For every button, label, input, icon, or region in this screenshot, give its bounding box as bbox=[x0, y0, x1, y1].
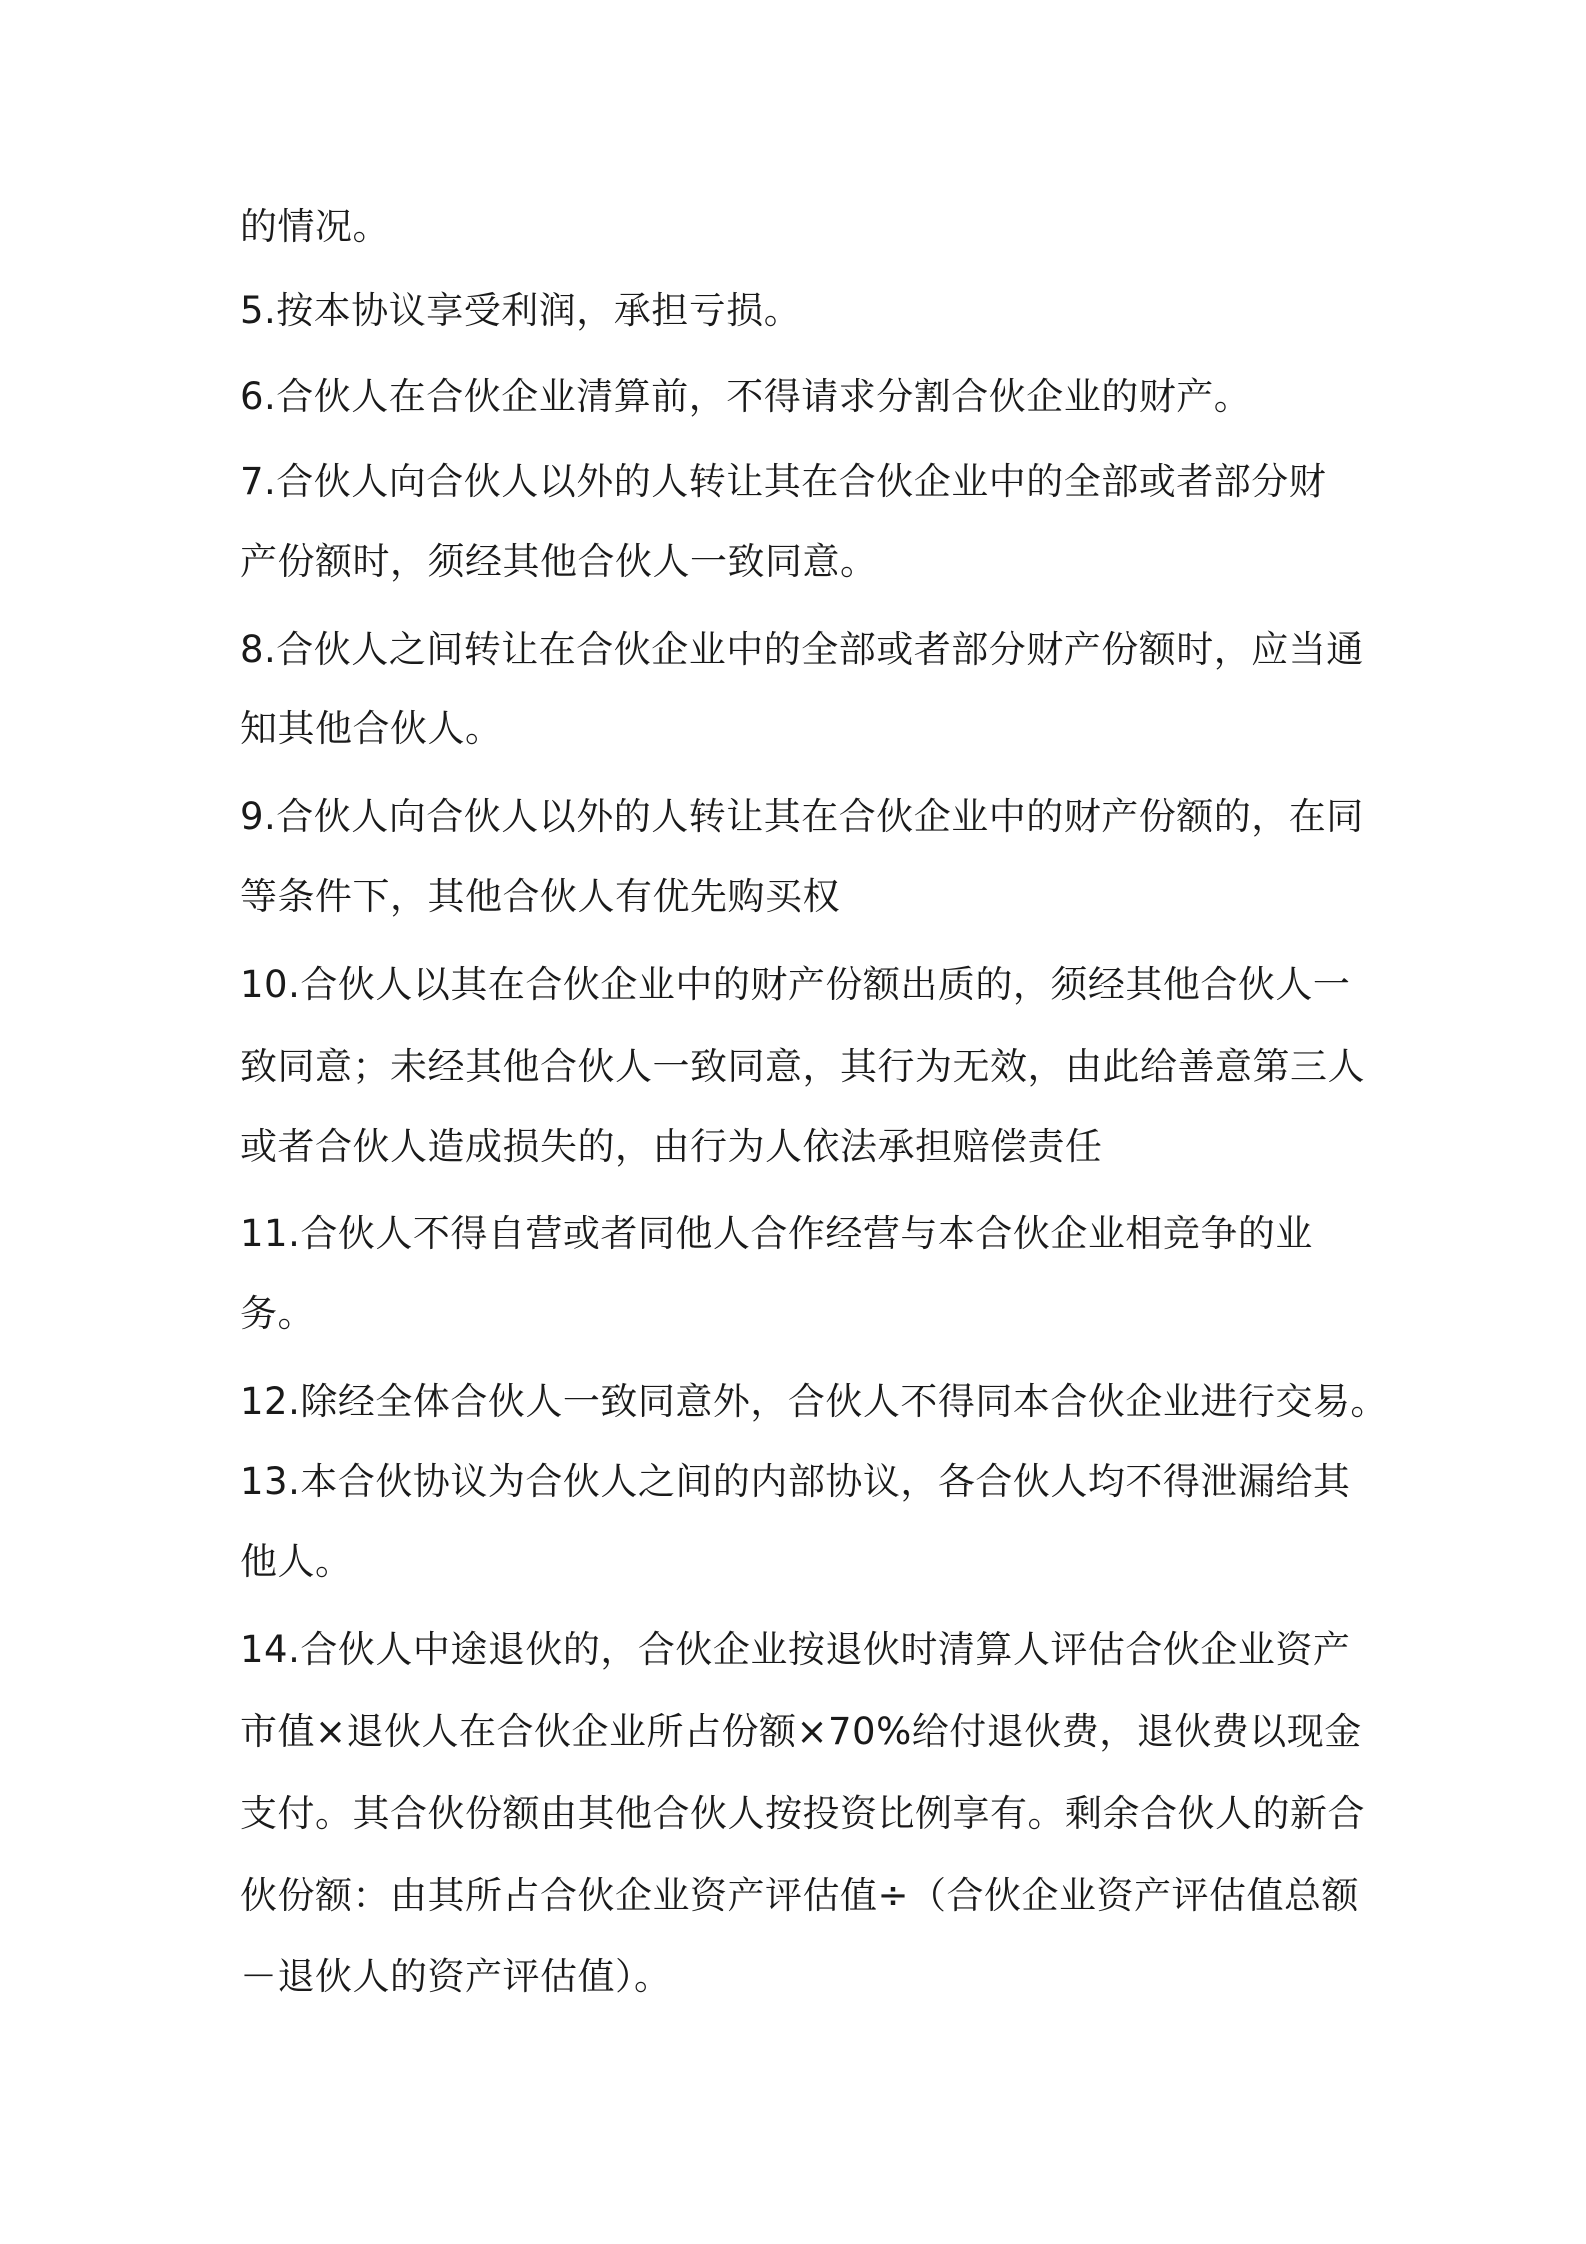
text-line: 产份额时，须经其他合伙人一致同意。 bbox=[240, 540, 878, 583]
text-line: 支付。其合伙份额由其他合伙人按投资比例享有。剩余合伙人的新合 bbox=[240, 1792, 1365, 1835]
text-line: 伙份额：由其所占合伙企业资产评估值÷（合伙企业资产评估值总额 bbox=[240, 1874, 1360, 1917]
text-line: 务。 bbox=[240, 1292, 315, 1335]
text-line: 14.合伙人中途退伙的，合伙企业按退伙时清算人评估合伙企业资产 bbox=[240, 1628, 1351, 1671]
text-line: 11.合伙人不得自营或者同他人合作经营与本合伙企业相竞争的业 bbox=[240, 1212, 1313, 1255]
text-line: 知其他合伙人。 bbox=[240, 707, 503, 750]
text-line: 等条件下，其他合伙人有优先购买权 bbox=[240, 875, 840, 918]
text-line: 5.按本协议享受利润，承担亏损。 bbox=[240, 289, 802, 332]
text-line: 市值×退伙人在合伙企业所占份额×70%给付退伙费，退伙费以现金 bbox=[240, 1710, 1362, 1753]
text-line: 7.合伙人向合伙人以外的人转让其在合伙企业中的全部或者部分财 bbox=[240, 460, 1327, 503]
text-line: 的情况。 bbox=[240, 205, 390, 248]
text-line: －退伙人的资产评估值）。 bbox=[240, 1955, 672, 1998]
text-line: 8.合伙人之间转让在合伙企业中的全部或者部分财产份额时，应当通 bbox=[240, 628, 1364, 671]
text-line: 6.合伙人在合伙企业清算前，不得请求分割合伙企业的财产。 bbox=[240, 375, 1252, 418]
text-line: 他人。 bbox=[240, 1540, 353, 1583]
text-line: 或者合伙人造成损失的，由行为人依法承担赔偿责任 bbox=[240, 1125, 1103, 1168]
text-line: 致同意；未经其他合伙人一致同意，其行为无效，由此给善意第三人 bbox=[240, 1045, 1365, 1088]
text-line: 10.合伙人以其在合伙企业中的财产份额出质的，须经其他合伙人一 bbox=[240, 963, 1351, 1006]
text-line: 9.合伙人向合伙人以外的人转让其在合伙企业中的财产份额的，在同 bbox=[240, 795, 1364, 838]
text-line: 12.除经全体合伙人一致同意外，合伙人不得同本合伙企业进行交易。 bbox=[240, 1380, 1388, 1423]
text-line: 13.本合伙协议为合伙人之间的内部协议，各合伙人均不得泄漏给其 bbox=[240, 1460, 1351, 1503]
